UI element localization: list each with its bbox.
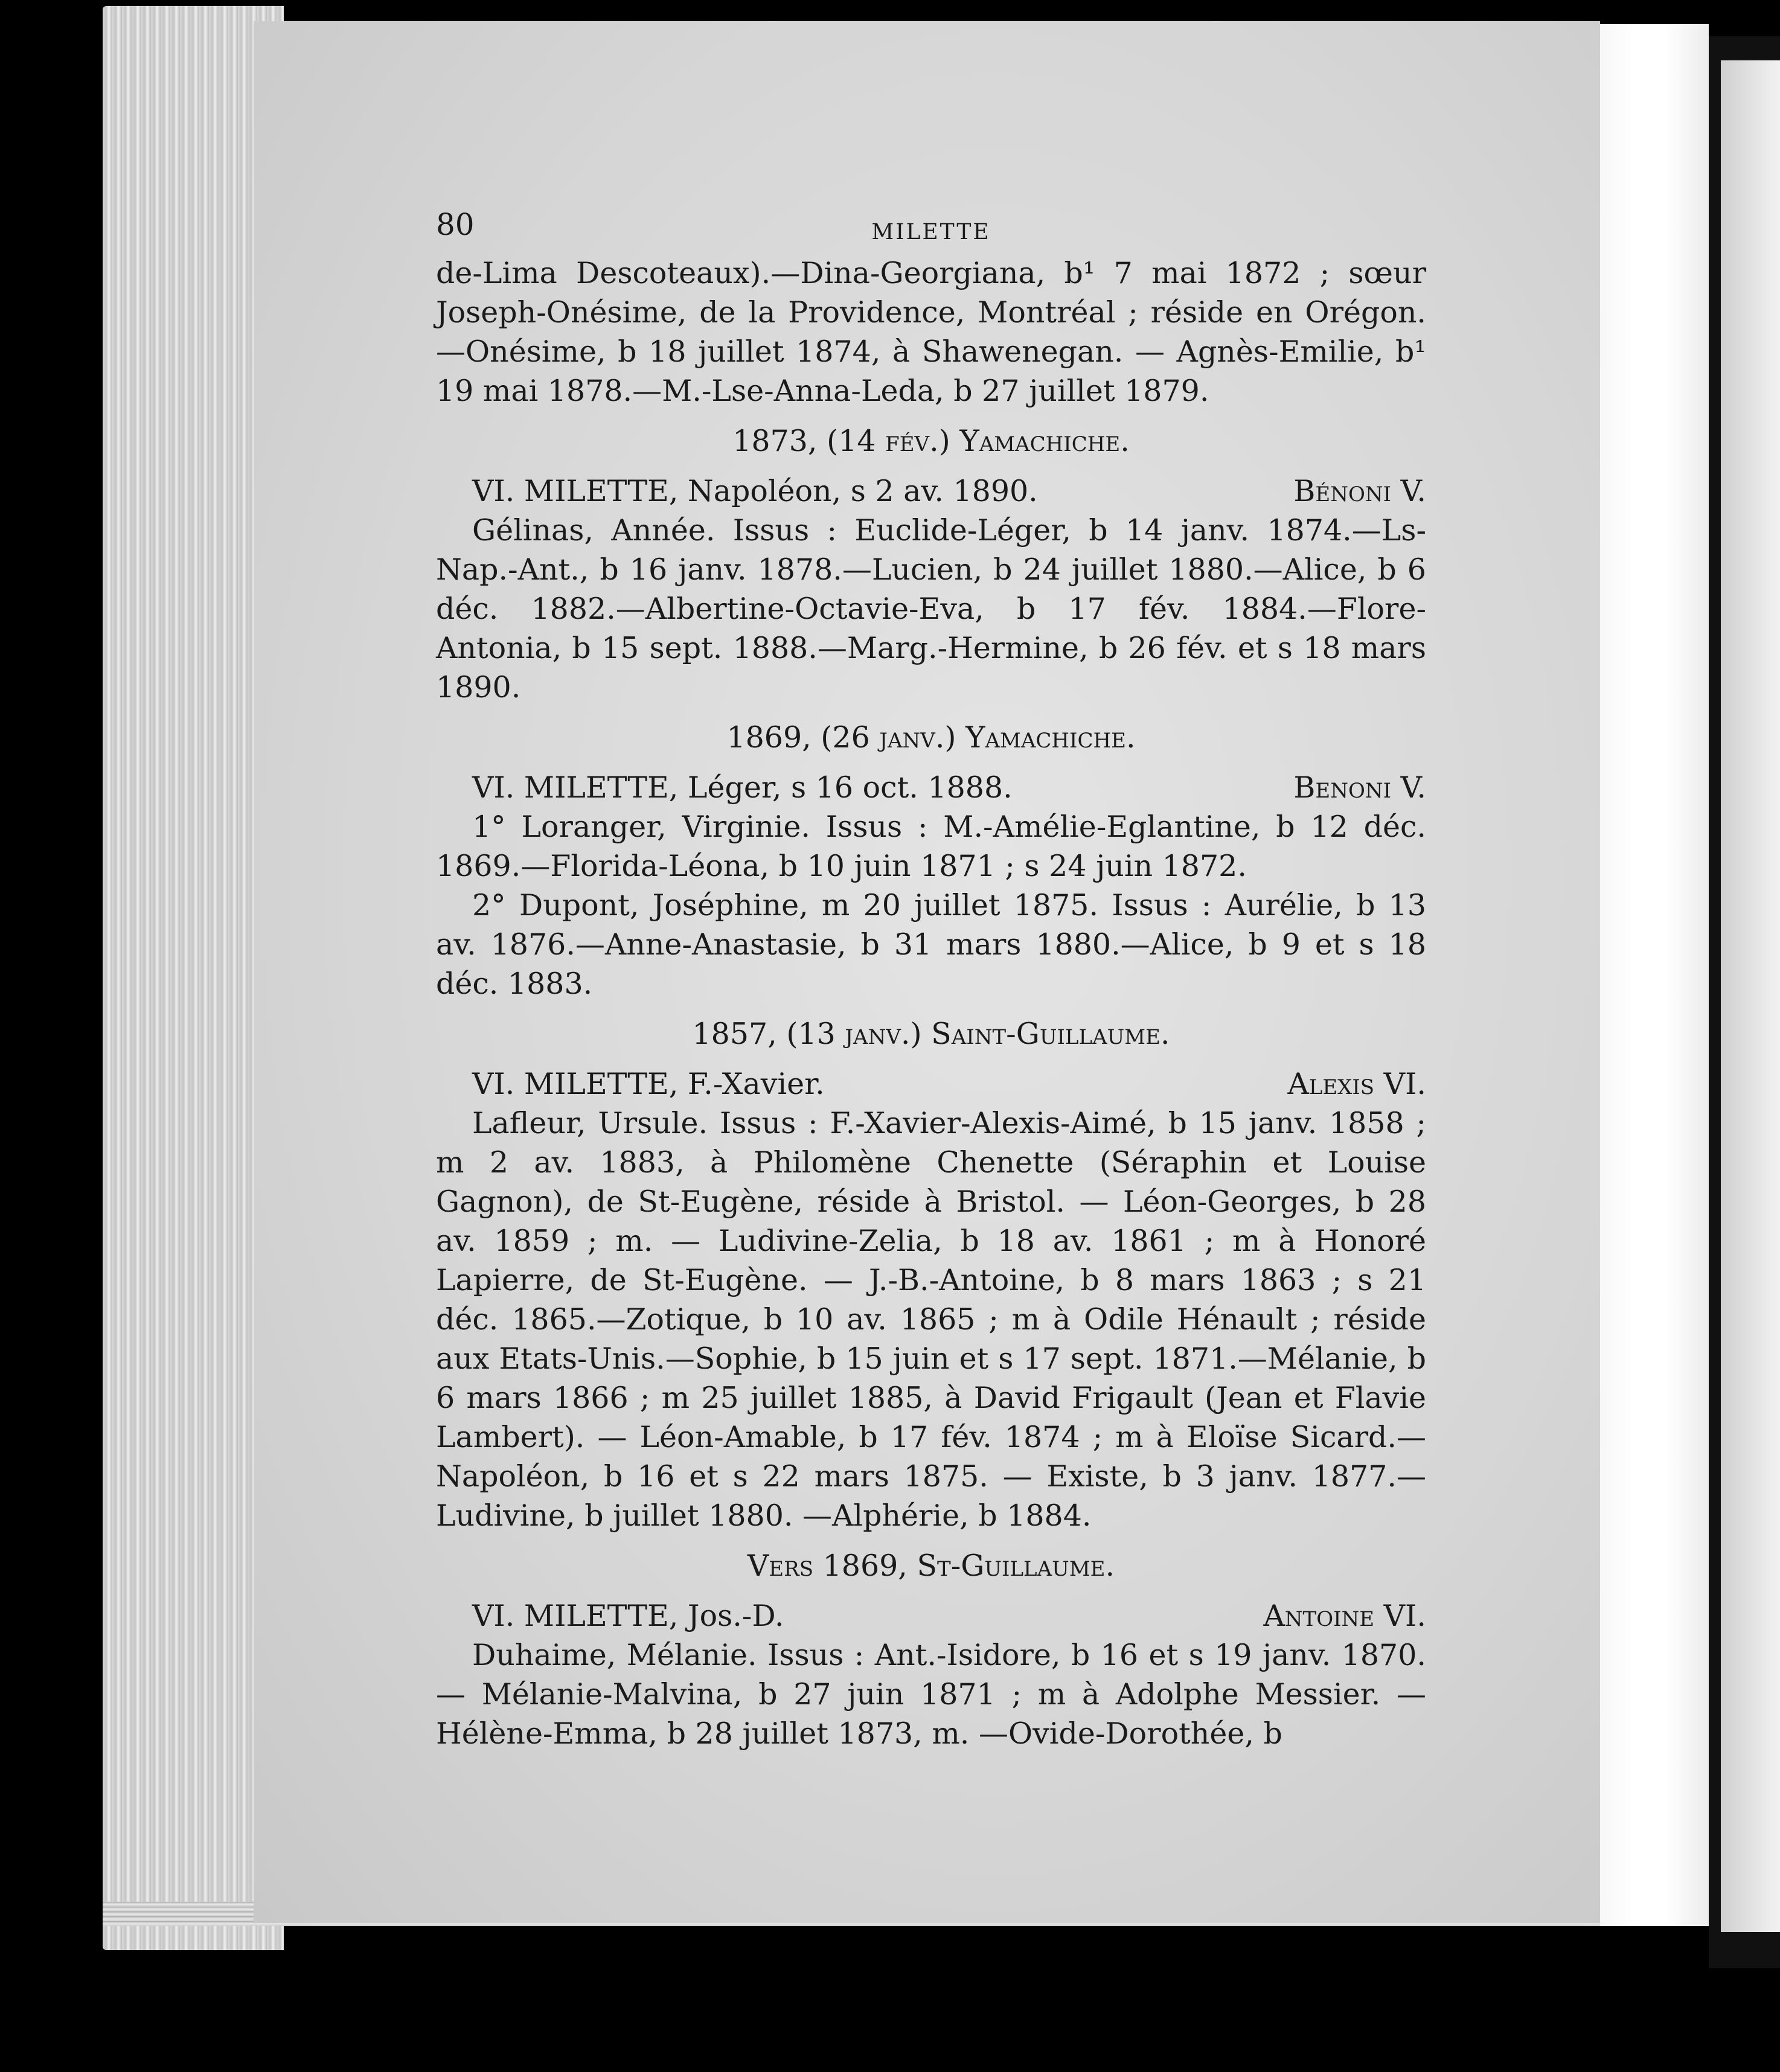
section-heading-4: Vers 1869, St-Guillaume.: [747, 1549, 1115, 1583]
paragraph-continuation: de-Lima Descoteaux).—Dina-Georgiana, b¹ 7 mai 1872 ; sœur Joseph-Onésime, de la Providence, Montréal ; réside en Orégon. —Onésime, b 18 juillet 1874, à Shawenegan. — Agnès-Emilie, b¹ 19 mai 1878.—M.-Lse-Anna-Leda, b 27 juillet 1879.: [436, 256, 1426, 408]
entry-name-2: VI. MILETTE, Léger, s 16 oct. 1888.: [472, 770, 1013, 805]
entry-name-3: VI. MILETTE, F.-Xavier.: [472, 1067, 825, 1101]
entry-parent-4: Antoine VI.: [1263, 1599, 1426, 1633]
entry-name-1: VI. MILETTE, Napoléon, s 2 av. 1890.: [472, 474, 1038, 508]
page-number: 80: [436, 207, 475, 242]
entry-line-1: [436, 472, 1426, 511]
entry-body-4: Duhaime, Mélanie. Issus : Ant.-Isidore, b 16 et s 19 janv. 1870. — Mélanie-Malvina, b 27 juin 1871 ; m à Adolphe Messier. — Hélène-Emma, b 28 juillet 1873, m. —Ovide-Dorothée, b: [436, 1638, 1426, 1751]
section-heading-3: 1857, (13 janv.) Saint-Guillaume.: [692, 1017, 1170, 1051]
section-heading-1: 1873, (14 fév.) Yamachiche.: [732, 424, 1130, 458]
entry-name-4: VI. MILETTE, Jos.-D.: [472, 1599, 784, 1633]
entry-body-1: Gélinas, Année. Issus : Euclide-Léger, b 14 janv. 1874.—Ls-Nap.-Ant., b 16 janv. 1878.—Lucien, b 24 juillet 1880.—Alice, b 6 déc. 1882.—Albertine-Octavie-Eva, b 17 fév. 1884.—Flore-Antonia, b 15 sept. 1888.—Marg.-Hermine, b 26 fév. et s 18 mars 1890.: [436, 513, 1426, 705]
facing-page-edge: [1600, 24, 1709, 1926]
facing-page: [1721, 60, 1780, 1932]
page-header: [436, 205, 1426, 254]
entry-line-2: [436, 768, 1426, 807]
entry-line-4: [436, 1596, 1426, 1636]
entry-parent-1: Bénoni V.: [1293, 474, 1426, 508]
running-head: MILETTE: [871, 220, 991, 245]
entry-parent-3: Alexis VI.: [1287, 1067, 1426, 1101]
entry-parent-2: Benoni V.: [1293, 770, 1426, 805]
entry-body-3: Lafleur, Ursule. Issus : F.-Xavier-Alexis-Aimé, b 15 janv. 1858 ; m 2 av. 1883, à Philomène Chenette (Séraphin et Louise Gagnon), de St-Eugène, réside à Bristol. — Léon-Georges, b 28 av. 1859 ; m. — Ludivine-Zelia, b 18 av. 1861 ; m à Honoré Lapierre, de St-Eugène. — J.-B.-Antoine, b 8 mars 1863 ; s 21 déc. 1865.—Zotique, b 10 av. 1865 ; m à Odile Hénault ; réside aux Etats-Unis.—Sophie, b 15 juin et s 17 sept. 1871.—Mélanie, b 6 mars 1866 ; m 25 juillet 1885, à David Frigault (Jean et Flavie Lambert). — Léon-Amable, b 17 fév. 1874 ; m à Eloïse Sicard.—Napoléon, b 16 et s 22 mars 1875. — Existe, b 3 janv. 1877.—Ludivine, b juillet 1880. —Alphérie, b 1884.: [436, 1106, 1426, 1533]
page-text: [436, 205, 1426, 1753]
section-heading-2: 1869, (26 janv.) Yamachiche.: [726, 720, 1136, 755]
entry-line-3: [436, 1064, 1426, 1104]
entry-body-2b: 2° Dupont, Joséphine, m 20 juillet 1875. Issus : Aurélie, b 13 av. 1876.—Anne-Anastasie, b 31 mars 1880.—Alice, b 9 et s 18 déc. 1883.: [436, 888, 1426, 1001]
entry-body-2a: 1° Loranger, Virginie. Issus : M.-Amélie-Eglantine, b 12 déc. 1869.—Florida-Léona, b 10 juin 1871 ; s 24 juin 1872.: [436, 810, 1426, 883]
